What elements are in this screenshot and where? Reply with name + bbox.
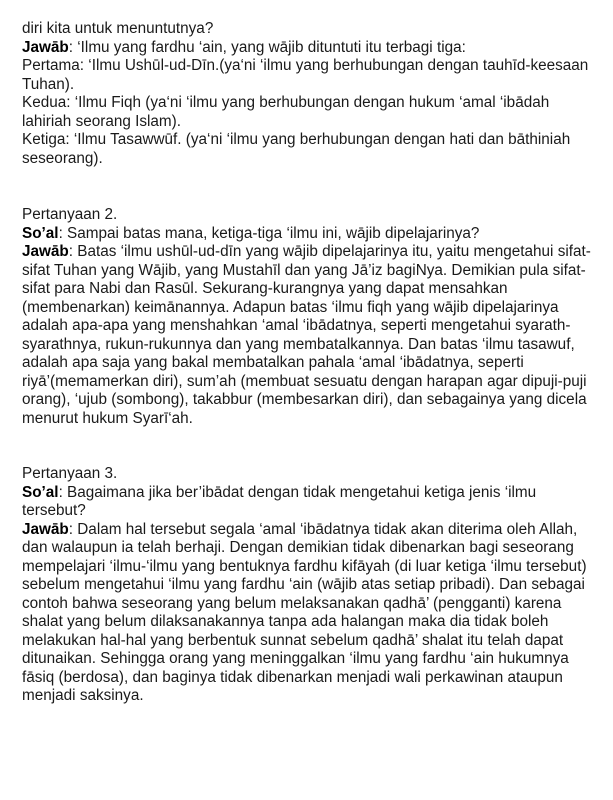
question-3-text: : Bagaimana jika ber’ibādat dengan tidak mengetahui ketiga jenis ‘ilmu tersebut? — [22, 483, 537, 519]
question-3-heading: Pertanyaan 3. — [22, 465, 118, 482]
question-3 — [22, 484, 602, 521]
answer-3-text: : Dalam hal tersebut segala ‘amal ‘ibādatnya tidak akan diterima oleh Allah, dan walaupun ia telah berhaji. Dengan demikian tidak dibenarkan bagi seseorang mempelajari ‘ilmu-‘ilmu yang bentuknya fardhu kifāyah (di luar ketiga ‘ilmu tersebut) sebelum mengetahui ‘ilmu yang fardhu ‘ain (wājib atas setiap pribadi). Dan sebagai contoh bahwa seseorang yang belum melaksanakan qadhā’ (pengganti) karena shalat yang belum dilaksanakannya tanpa ada halangan maka dia tidak boleh melakukan hal-hal yang berbentuk sunnat sebelum qadhā’ shalat itu telah dapat ditunaikan. Sehingga orang yang meninggalkan ‘ilmu yang fardhu ‘ain hukumnya fāsiq (berdosa), dan baginya tidak dibenarkan menjadi wali perkawinan ataupun menjadi saksinya. — [22, 520, 587, 704]
jawab-label: Jawāb — [22, 520, 69, 538]
answer-2 — [22, 243, 602, 428]
item-ketiga: Ketiga: ‘Ilmu Tasawwūf. (ya‘ni ‘ilmu yang berhubungan dengan hati dan bāthiniah seseorang). — [22, 131, 571, 167]
soal-label: So’al — [22, 224, 59, 242]
intro-tail-text: diri kita untuk menuntutnya? — [22, 20, 214, 37]
jawab-label: Jawāb — [22, 243, 69, 260]
jawab-label: Jawāb — [22, 38, 69, 56]
answer-2-text: : Batas ‘ilmu ushūl-ud-dīn yang wājib dipelajarinya itu, yaitu mengetahui sifat-sifat Tuhan yang Wājib, yang Mustahīl dan yang Jā’iz bagiNya. Demikian pula sifat-sifat para Nabi dan Rasūl. Sekurang-kurangnya yang dapat mensahkan (membenarkan) keimānannya. Adapun batas ‘ilmu fiqh yang wājib dipelajarinya adalah apa-apa yang menshahkan ‘amal ‘ibādatnya, seperti mengetahui syarath-syarathnya, rukun-rukunnya dan yang membatalkannya. Dan batas ‘ilmu tasawuf, adalah apa saja yang bakal membatalkan pahala ‘amal ‘ibādatnya, seperti riyā’(memamerkan diri), sum’ah (membuat sesuatu dengan harapan agar dipuji-puji orang), ‘ujub (sombong), takabbur (membesarkan diri), dan sebagainya yang dicela menurut hukum Syarī‘ah. — [22, 243, 591, 427]
question-2 — [22, 225, 602, 244]
question-2-heading: Pertanyaan 2. — [22, 206, 118, 223]
document-page — [22, 20, 602, 706]
item-kedua: Kedua: ‘Ilmu Fiqh (ya‘ni ‘ilmu yang berhubungan dengan hukum ‘amal ‘ibādah lahiriah seorang Islam). — [22, 94, 550, 130]
question-2-text: : Sampai batas mana, ketiga-tiga ‘ilmu ini, wājib dipelajarinya? — [58, 224, 480, 242]
answer-1 — [22, 39, 602, 58]
item-pertama: Pertama: ‘Ilmu Ushūl-ud-Dīn.(ya‘ni ‘ilmu yang berhubungan dengan tauhīd-keesaan Tuhan). — [22, 57, 589, 93]
answer-3 — [22, 521, 602, 706]
soal-label: So’al — [22, 483, 59, 501]
answer-1-text: : ‘Ilmu yang fardhu ‘ain, yang wājib dituntuti itu terbagi tiga: — [68, 38, 466, 56]
